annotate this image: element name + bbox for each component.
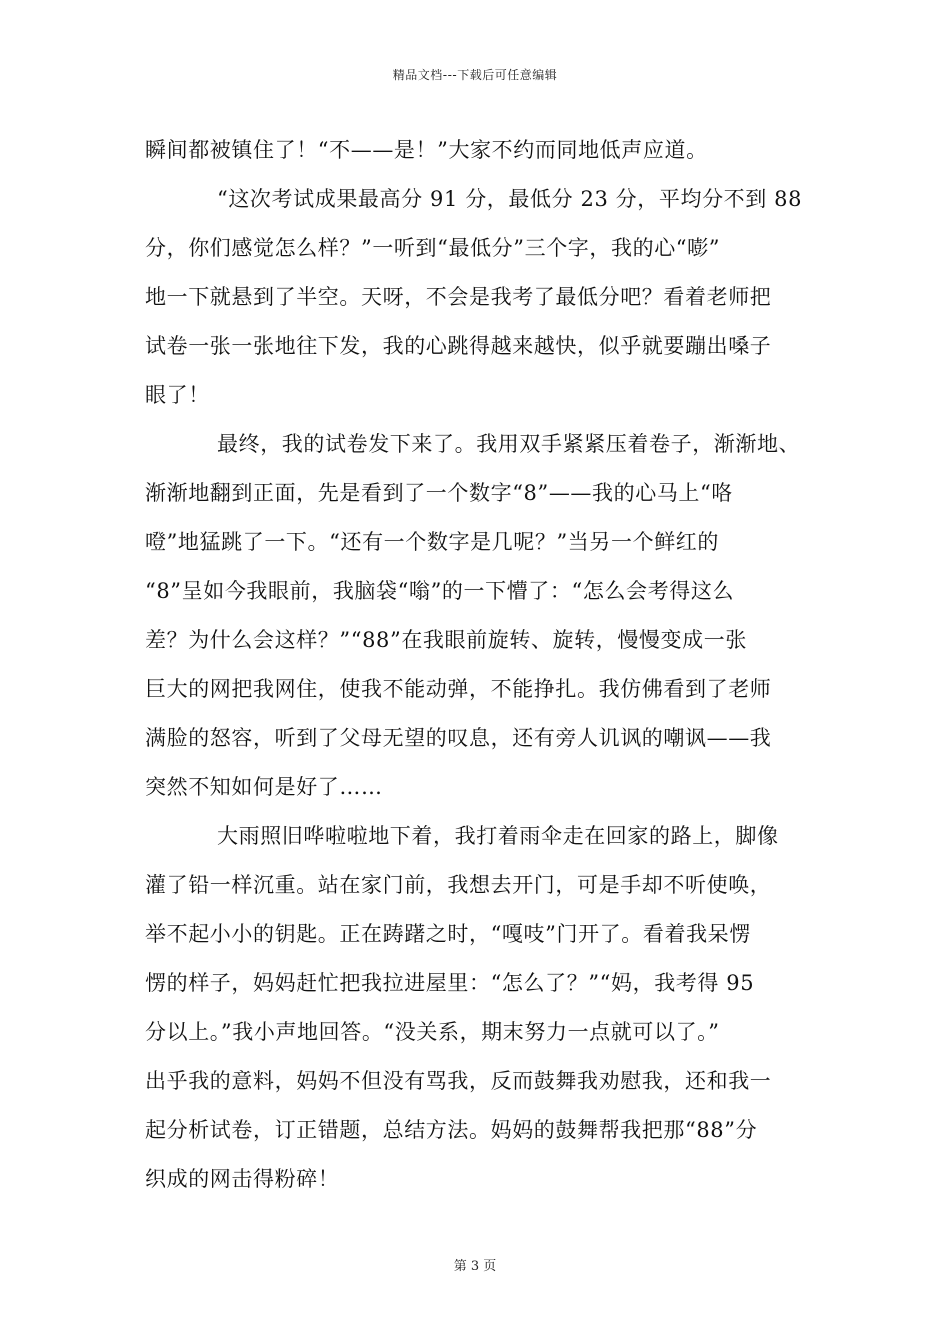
text-line: 差？为什么会这样？”“88”在我眼前旋转、旋转，慢慢变成一张 [145,628,747,652]
text-line: 地一下就悬到了半空。天呀，不会是我考了最低分吧？看着老师把 [145,285,772,309]
text-line: 分以上。”我小声地回答。“没关系，期末努力一点就可以了。” [145,1020,720,1044]
text-line: 出乎我的意料，妈妈不但没有骂我，反而鼓舞我劝慰我，还和我一 [145,1069,772,1093]
text-line: 试卷一张一张地往下发，我的心跳得越来越快，似乎就要蹦出嗓子 [145,334,772,358]
paragraph-first-line: 最终，我的试卷发下来了。我用双手紧紧压着卷子，渐渐地、 [217,432,801,456]
text-line: 愣的样子，妈妈赶忙把我拉进屋里：“怎么了？”“妈，我考得 95 [145,971,755,995]
text-line: 满脸的怒容，听到了父母无望的叹息，还有旁人讥讽的嘲讽——我 [145,726,772,750]
text-line: 举不起小小的钥匙。正在踌躇之时，“嘎吱”门开了。看着我呆愣 [145,922,751,946]
page-number: 第 3 页 [453,1259,497,1274]
text-line: 渐渐地翻到正面，先是看到了一个数字“8”——我的心马上“咯 [145,481,733,505]
text-line: 噔”地猛跳了一下。“还有一个数字是几呢？”当另一个鲜红的 [145,530,720,554]
text-line: 眼了！ [145,383,210,407]
text-line: 灌了铅一样沉重。站在家门前，我想去开门，可是手却不听使唤， [145,873,772,897]
text-line: 瞬间都被镇住了！“不——是！”大家不约而同地低声应道。 [145,138,708,162]
text-line: 织成的网击得粉碎！ [145,1167,340,1191]
text-line: 巨大的网把我网住，使我不能动弹，不能挣扎。我仿佛看到了老师 [145,677,772,701]
paragraph-first-line: 大雨照旧哗啦啦地下着，我打着雨伞走在回家的路上，脚像 [217,824,779,848]
text-line: 分，你们感觉怎么样？”一听到“最低分”三个字，我的心“嘭” [145,236,721,260]
text-line: “8”呈如今我眼前，我脑袋“嗡”的一下懵了：“怎么会考得这么 [145,579,735,603]
text-line: 起分析试卷，订正错题，总结方法。妈妈的鼓舞帮我把那“88”分 [145,1118,758,1142]
text-line: 突然不知如何是好了…… [145,775,383,799]
page-header: 精品文档---下载后可任意编辑 [392,68,558,82]
paragraph-first-line: “这次考试成果最高分 91 分，最低分 23 分，平均分不到 88 [217,187,803,211]
document-body [145,126,815,1204]
